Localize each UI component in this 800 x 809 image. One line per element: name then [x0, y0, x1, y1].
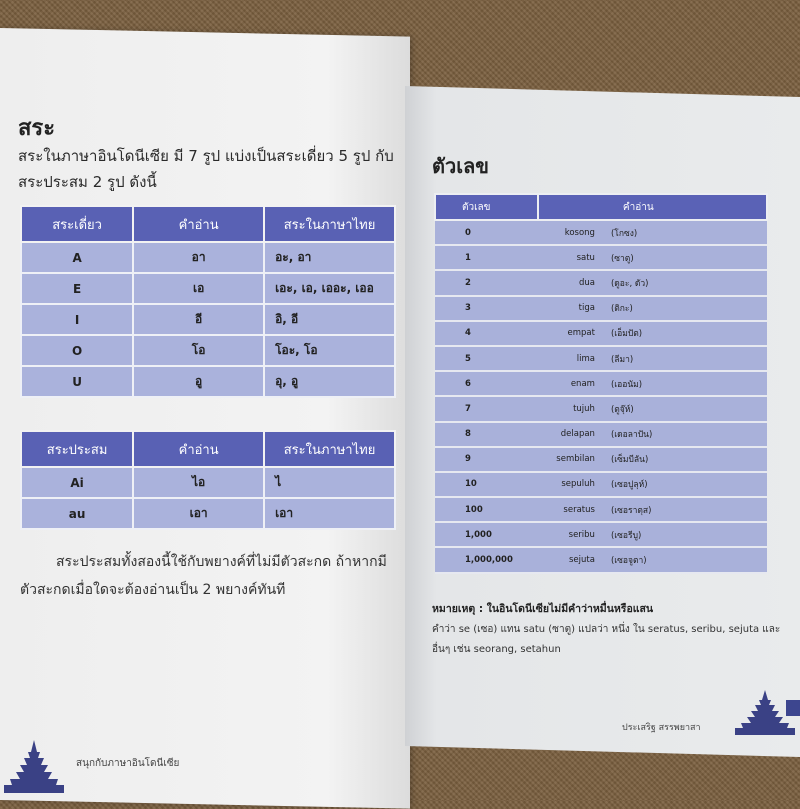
table-row: [21, 498, 395, 529]
column-header: คำอ่าน: [133, 431, 264, 467]
table-cell: อา: [133, 242, 264, 273]
table-header-row: [435, 194, 767, 220]
table-row: [435, 396, 767, 421]
page-tab-marker: [786, 700, 800, 716]
number-cell: 5: [435, 346, 538, 371]
table-cell: ไอ: [133, 467, 264, 498]
reading-cell: (เอ็มปัต): [611, 321, 767, 346]
number-cell: 1,000,000: [435, 547, 538, 572]
word-cell: lima: [538, 346, 611, 371]
table-row: [435, 422, 767, 447]
numbers-heading: ตัวเลข: [432, 154, 489, 178]
table-row: [21, 467, 395, 498]
number-cell: 9: [435, 447, 538, 472]
table-row: [435, 321, 767, 346]
numbers-note-body: คำว่า se (เซอ) แทน satu (ซาตู) แปลว่า หนึ่ง ใน seratus, seribu, sejuta และอื่นๆ เช่น seorang, setahun: [432, 624, 781, 655]
reading-cell: (เซอจูตา): [611, 547, 767, 572]
table-cell: เอา: [133, 498, 264, 529]
table-cell: อู: [133, 366, 264, 397]
number-cell: 10: [435, 472, 538, 497]
table-header-row: [21, 206, 395, 242]
reading-cell: (เดอลาปัน): [611, 422, 767, 447]
reading-cell: (เซอปูลุห์): [611, 472, 767, 497]
table-row: [21, 242, 395, 273]
left-footer: สนุกกับภาษาอินโดนีเซีย: [76, 758, 180, 769]
number-cell: 8: [435, 422, 538, 447]
table-cell: au: [21, 498, 133, 529]
reading-cell: (เซ็มบีลัน): [611, 447, 767, 472]
reading-cell: (ตูจุ๊ห์): [611, 396, 767, 421]
table-row: [21, 273, 395, 304]
numbers-note-title: หมายเหตุ : ในอินโดนีเซียไม่มีคำว่าหมื่นหรือแสน: [432, 603, 654, 615]
table-cell: อิ, อี: [264, 304, 395, 335]
word-cell: sembilan: [538, 447, 611, 472]
table-cell: ไ: [264, 467, 395, 498]
table-cell: เอะ, เอ, เออะ, เออ: [264, 273, 395, 304]
number-cell: 6: [435, 371, 538, 396]
table-cell: I: [21, 304, 133, 335]
word-cell: delapan: [538, 422, 611, 447]
table-row: [435, 497, 767, 522]
reading-cell: (เซอรีบู): [611, 522, 767, 547]
reading-cell: (ซาตู): [611, 245, 767, 270]
table-row: [21, 304, 395, 335]
table-row: [435, 447, 767, 472]
numbers-table: [434, 193, 768, 574]
table-row: [21, 366, 395, 397]
table-row: [435, 346, 767, 371]
table-cell: U: [21, 366, 133, 397]
diphthong-note: สระประสมทั้งสองนี้ใช้กับพยางค์ที่ไม่มีตัวสะกด ถ้าหากมีตัวสะกดเมื่อใดจะต้องอ่านเป็น 2 พยางค์ทันที: [20, 554, 387, 598]
table-row: [435, 547, 767, 572]
vowels-intro: สระในภาษาอินโดนีเซีย มี 7 รูป แบ่งเป็นสระเดี่ยว 5 รูป กับสระประสม 2 รูป ดังนี้: [18, 147, 394, 191]
table-cell: Ai: [21, 467, 133, 498]
table-header-row: [21, 431, 395, 467]
number-cell: 1: [435, 245, 538, 270]
table-cell: เอา: [264, 498, 395, 529]
word-cell: empat: [538, 321, 611, 346]
column-header: สระในภาษาไทย: [264, 431, 395, 467]
word-cell: sejuta: [538, 547, 611, 572]
right-footer: ประเสริฐ สรรพยาสา: [622, 723, 701, 733]
word-cell: enam: [538, 371, 611, 396]
number-cell: 0: [435, 220, 538, 245]
table-cell: โอ: [133, 335, 264, 366]
table-cell: A: [21, 242, 133, 273]
diphthongs-table: [20, 430, 396, 530]
number-cell: 2: [435, 270, 538, 295]
reading-cell: (ลีมา): [611, 346, 767, 371]
table-row: [21, 335, 395, 366]
table-cell: O: [21, 335, 133, 366]
word-cell: tiga: [538, 296, 611, 321]
column-header: สระเดี่ยว: [21, 206, 133, 242]
column-header: ตัวเลข: [435, 194, 538, 220]
number-cell: 1,000: [435, 522, 538, 547]
number-cell: 7: [435, 396, 538, 421]
table-row: [435, 220, 767, 245]
table-cell: อะ, อา: [264, 242, 395, 273]
table-row: [435, 522, 767, 547]
column-header: คำอ่าน: [133, 206, 264, 242]
single-vowels-table: [20, 205, 396, 398]
column-header: สระในภาษาไทย: [264, 206, 395, 242]
table-cell: อุ, อู: [264, 366, 395, 397]
reading-cell: (ติกะ): [611, 296, 767, 321]
table-row: [435, 270, 767, 295]
reading-cell: (โกซง): [611, 220, 767, 245]
reading-cell: (เออนัม): [611, 371, 767, 396]
temple-silhouette-icon: [4, 738, 64, 793]
table-cell: E: [21, 273, 133, 304]
word-cell: seribu: [538, 522, 611, 547]
column-header: สระประสม: [21, 431, 133, 467]
table-cell: อี: [133, 304, 264, 335]
word-cell: tujuh: [538, 396, 611, 421]
table-row: [435, 472, 767, 497]
word-cell: sepuluh: [538, 472, 611, 497]
table-cell: เอ: [133, 273, 264, 304]
table-row: [435, 371, 767, 396]
reading-cell: (เซอราตุส): [611, 497, 767, 522]
number-cell: 4: [435, 321, 538, 346]
word-cell: satu: [538, 245, 611, 270]
vowels-heading: สระ: [18, 116, 56, 141]
table-cell: โอะ, โอ: [264, 335, 395, 366]
word-cell: dua: [538, 270, 611, 295]
word-cell: seratus: [538, 497, 611, 522]
number-cell: 3: [435, 296, 538, 321]
table-row: [435, 245, 767, 270]
word-cell: kosong: [538, 220, 611, 245]
column-header: คำอ่าน: [538, 194, 767, 220]
number-cell: 100: [435, 497, 538, 522]
table-row: [435, 296, 767, 321]
reading-cell: (ดูอะ, ดัว): [611, 270, 767, 295]
